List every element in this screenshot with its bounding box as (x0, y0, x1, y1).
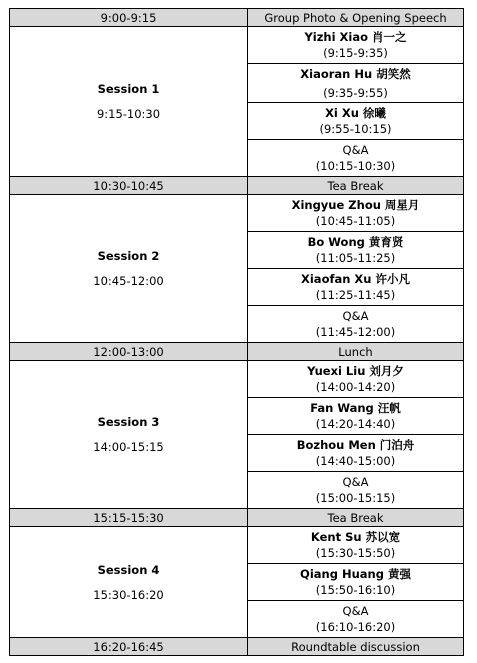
talk-cell (248, 527, 464, 564)
session-name: Session 4 (97, 562, 160, 577)
row-time: 15:15-15:30 (10, 509, 248, 527)
talk-cell (248, 27, 464, 64)
speaker-name: Xi Xu 徐曦 (325, 106, 386, 120)
speaker-name: Bo Wong 黄育贤 (307, 235, 404, 249)
schedule-row-lunch (10, 343, 464, 361)
talk-cell (248, 306, 464, 343)
speaker-name: Qiang Huang 黄强 (300, 567, 411, 581)
row-time: 10:30-10:45 (10, 177, 248, 195)
talk-cell (248, 232, 464, 269)
talk-time: (10:45-11:05) (315, 214, 396, 228)
talk-time: (9:35-9:55) (323, 85, 388, 100)
talk-row (10, 27, 464, 64)
session-time: 9:15-10:30 (96, 107, 161, 121)
talk-cell (248, 472, 464, 509)
talk-cell (248, 564, 464, 601)
talk-time: (9:15-9:35) (323, 46, 388, 60)
qa-label: Q&A (342, 604, 369, 618)
session-name: Session 2 (97, 249, 160, 263)
speaker-name: Xiaoran Hu 胡笑然 (300, 66, 411, 81)
talk-cell (248, 64, 464, 103)
talk-time: (14:20-14:40) (315, 417, 396, 431)
speaker-name: Xingyue Zhou 周星月 (291, 198, 420, 212)
talk-cell (248, 140, 464, 177)
row-label: Roundtable discussion (248, 638, 464, 656)
talk-time: (11:05-11:25) (315, 251, 396, 265)
speaker-name: Bozhou Men 门泊舟 (296, 438, 415, 452)
schedule-table (9, 8, 464, 656)
session-name: Session 3 (97, 415, 160, 429)
session-time: 10:45-12:00 (93, 274, 164, 288)
talk-cell (248, 269, 464, 306)
session-time: 15:30-16:20 (93, 587, 164, 602)
talk-time: (15:30-15:50) (315, 546, 396, 560)
schedule-row-break (10, 177, 464, 195)
talk-cell (248, 398, 464, 435)
schedule-row-break (10, 509, 464, 527)
speaker-name: Yuexi Liu 刘月夕 (307, 364, 404, 378)
talk-time: (15:50-16:10) (315, 583, 396, 597)
speaker-name: Fan Wang 汪帆 (310, 401, 401, 415)
session-cell (10, 361, 248, 509)
session-name: Session 1 (97, 82, 160, 96)
talk-time: (11:25-11:45) (315, 288, 396, 302)
talk-cell (248, 195, 464, 232)
qa-label: Q&A (342, 475, 369, 489)
session-cell (10, 195, 248, 343)
session-time: 14:00-15:15 (93, 440, 164, 454)
schedule-row-roundtable (10, 638, 464, 656)
talk-time: (10:15-10:30) (315, 159, 396, 173)
row-label: Group Photo & Opening Speech (248, 9, 464, 27)
speaker-name: Xiaofan Xu 许小凡 (301, 272, 410, 286)
speaker-name: Kent Su 苏以宽 (310, 530, 401, 544)
talk-cell (248, 361, 464, 398)
talk-row (10, 361, 464, 398)
talk-time: (14:40-15:00) (315, 454, 396, 468)
talk-cell (248, 103, 464, 140)
session-cell (10, 527, 248, 638)
talk-time: (11:45-12:00) (315, 325, 396, 339)
schedule-row-opening (10, 9, 464, 27)
row-label: Tea Break (248, 509, 464, 527)
speaker-name: Yizhi Xiao 肖一之 (304, 30, 407, 44)
qa-label: Q&A (342, 309, 369, 323)
row-time: 16:20-16:45 (10, 638, 248, 656)
talk-time: (15:00-15:15) (315, 491, 396, 505)
row-time: 12:00-13:00 (10, 343, 248, 361)
row-label: Lunch (248, 343, 464, 361)
row-label: Tea Break (248, 177, 464, 195)
talk-cell (248, 601, 464, 638)
row-time: 9:00-9:15 (10, 9, 248, 27)
talk-time: (16:10-16:20) (315, 620, 396, 634)
session-cell (10, 27, 248, 177)
talk-row (10, 195, 464, 232)
talk-cell (248, 435, 464, 472)
talk-time: (9:55-10:15) (319, 122, 392, 136)
talk-time: (14:00-14:20) (315, 380, 396, 394)
qa-label: Q&A (342, 143, 369, 157)
talk-row (10, 527, 464, 564)
